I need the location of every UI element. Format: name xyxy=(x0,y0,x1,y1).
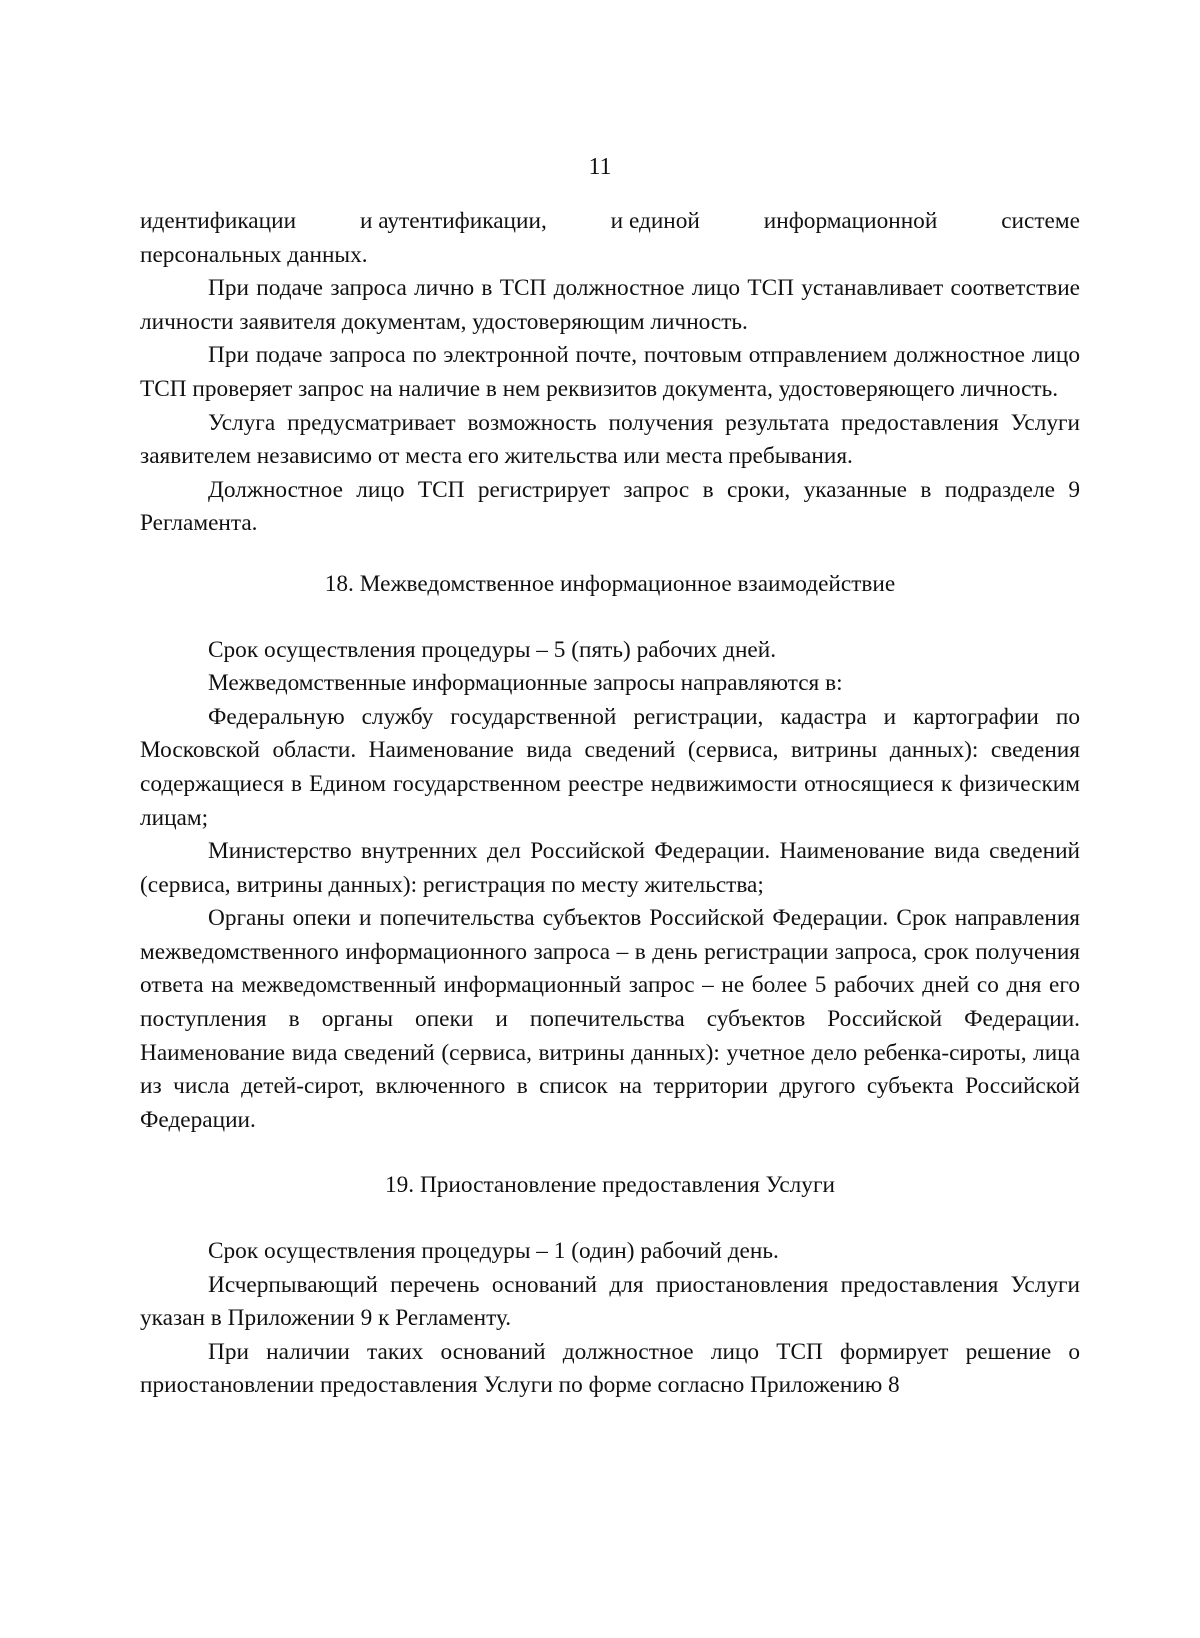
paragraph-continuation-line xyxy=(140,205,1080,239)
word: системе xyxy=(1001,208,1080,234)
paragraph: При подаче запроса лично в ТСП должностное лицо ТСП устанавливает соответствие личности заявителя документам, удостоверяющим личность. xyxy=(140,275,1080,335)
document-body xyxy=(140,205,1080,1403)
section-heading-19: 19. Приостановление предоставления Услуги xyxy=(385,1172,835,1199)
word: и аутентификации, xyxy=(359,208,547,234)
word: и единой xyxy=(610,208,700,234)
section-heading-18: 18. Межведомственное информационное взаимодействие xyxy=(324,570,896,597)
paragraph: Органы опеки и попечительства субъектов Российской Федерации. Срок направления межведомственного информационного запроса – в день регистрации запроса, срок получения ответа на межведомственный информационный запрос – не более 5 рабочих дней со дня его поступления в органы опеки и попечительства субъектов Российской Федерации. Наименование вида сведений (сервиса, витрины данных): учетное дело ребенка-сироты, лица из числа детей-сирот, включенного в список на территории другого субъекта Российской Федерации. xyxy=(140,905,1080,1133)
paragraph: Министерство внутренних дел Российской Федерации. Наименование вида сведений (сервиса, витрины данных): регистрация по месту жительства; xyxy=(140,838,1080,898)
page-number: 11 xyxy=(588,154,612,180)
paragraph: Услуга предусматривает возможность получения результата предоставления Услуги заявителем независимо от места его жительства или места пребывания. xyxy=(140,409,1080,470)
paragraph: Срок осуществления процедуры – 1 (один) рабочий день. xyxy=(208,1238,779,1265)
word: идентификации xyxy=(140,208,297,234)
paragraph: Срок осуществления процедуры – 5 (пять) рабочих дней. xyxy=(208,636,777,663)
paragraph-continuation-end: персональных данных. xyxy=(140,241,368,268)
paragraph: Межведомственные информационные запросы направляются в: xyxy=(208,670,843,697)
paragraph: При наличии таких оснований должностное лицо ТСП формирует решение о приостановлении предоставления Услуги по форме согласно Приложению 8 xyxy=(140,1338,1080,1399)
paragraph: Должностное лицо ТСП регистрирует запрос в сроки, указанные в подразделе 9 Регламента. xyxy=(140,476,1080,537)
word: информационной xyxy=(763,208,938,234)
paragraph: Федеральную службу государственной регистрации, кадастра и картографии по Московской области. Наименование вида сведений (сервиса, витрины данных): сведения содержащиеся в Едином государственном реестре недвижимости относящиеся к физическим лицам; xyxy=(140,703,1080,831)
paragraph: При подаче запроса по электронной почте, почтовым отправлением должностное лицо ТСП проверяет запрос на наличие в нем реквизитов документа, удостоверяющего личность. xyxy=(140,342,1080,402)
paragraph: Исчерпывающий перечень оснований для приостановления предоставления Услуги указан в Приложении 9 к Регламенту. xyxy=(140,1271,1080,1332)
